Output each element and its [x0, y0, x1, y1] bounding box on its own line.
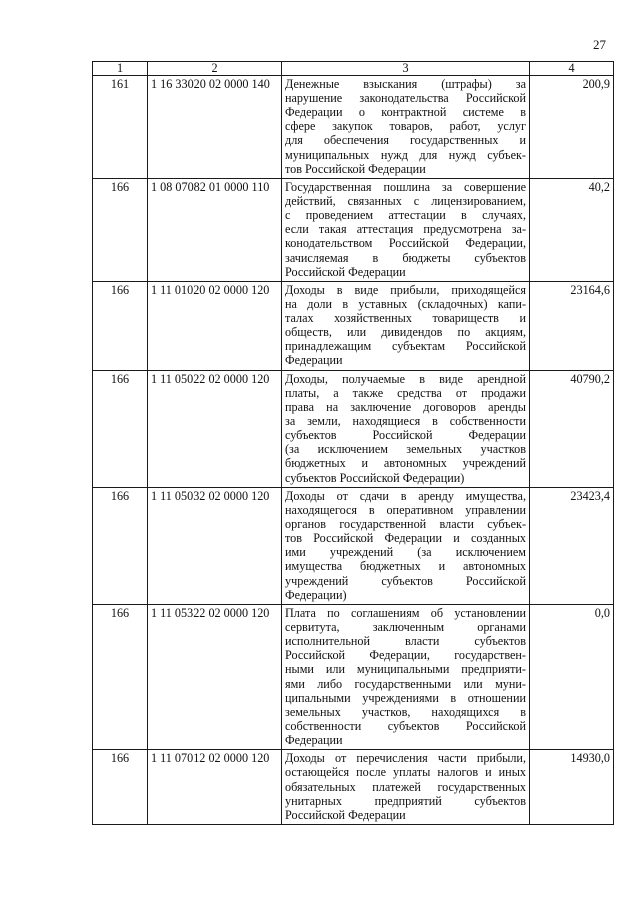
amount-cell: 23164,6 — [530, 281, 614, 370]
description-line: субъектов Российской Федерации) — [285, 470, 465, 485]
description-line: Денежные взыскания (штрафы) за — [285, 76, 526, 91]
description-line: Федерации — [285, 353, 343, 368]
description-line: ципальными учреждениями в отношении — [285, 690, 526, 705]
description-line: исполнительной власти субъектов — [285, 634, 526, 649]
table-row — [93, 178, 614, 281]
description-line: Доходы в виде прибыли, приходящейся — [285, 282, 526, 297]
description-line: Федерации) — [285, 587, 347, 602]
table-row — [93, 750, 614, 825]
description-line: (за исключением земельных участков — [285, 442, 526, 457]
column-number-4: 4 — [530, 62, 614, 76]
column-number-row — [93, 62, 614, 76]
amount-cell: 200,9 — [530, 75, 614, 178]
revenue-description-cell — [282, 75, 530, 178]
description-line: Государственная пошлина за совершение — [285, 179, 526, 194]
description-line: сфере закупок товаров, работ, услуг — [285, 119, 526, 134]
description-line: зачисляемая в бюджеты субъектов — [285, 250, 526, 265]
description-line: если такая аттестация предусмотрена за- — [285, 222, 526, 237]
description-line: Российской Федерации, государствен- — [285, 648, 526, 663]
description-line: собственности субъектов Российской — [285, 719, 526, 733]
description-line: земельных участков, находящихся в — [285, 704, 526, 719]
revenue-description-cell — [282, 487, 530, 604]
description-line: Доходы, получаемые в виде арендной — [285, 371, 526, 386]
budget-classification-code-cell: 1 11 01020 02 0000 120 — [148, 281, 282, 370]
description-line: платы, а также средства от продажи — [285, 385, 526, 400]
description-line: Доходы от перечисления части прибыли, — [285, 751, 526, 766]
table-row — [93, 281, 614, 370]
description-line: сервитута, заключенным органами — [285, 620, 526, 635]
column-number-2: 2 — [148, 62, 282, 76]
description-line: талах хозяйственных товариществ и — [285, 311, 526, 326]
description-line: находящегося в оперативном управлении — [285, 502, 526, 517]
amount-cell: 23423,4 — [530, 487, 614, 604]
description-line: за земли, находящиеся в собственности — [285, 414, 526, 429]
description-line: Российской Федерации — [285, 807, 406, 822]
description-line: принадлежащим субъектам Российской — [285, 339, 526, 354]
description-line: тов Российской Федерации — [285, 161, 426, 176]
budget-classification-code-cell: 1 11 05022 02 0000 120 — [148, 370, 282, 487]
admin-code-cell: 166 — [93, 370, 148, 487]
table-row — [93, 487, 614, 604]
admin-code-cell: 166 — [93, 750, 148, 825]
column-number-1: 1 — [93, 62, 148, 76]
description-line: обществ, или дивидендов по акциям, — [285, 325, 526, 340]
budget-classification-code-cell: 1 11 05032 02 0000 120 — [148, 487, 282, 604]
admin-code-cell: 161 — [93, 75, 148, 178]
description-line: тов Российской Федерации и созданных — [285, 531, 526, 546]
budget-classification-code-cell: 1 16 33020 02 0000 140 — [148, 75, 282, 178]
description-line: органов государственной власти субъек- — [285, 517, 526, 532]
table-row — [93, 75, 614, 178]
description-line: бюджетных и автономных учреждений — [285, 456, 526, 471]
description-line: остающейся после уплаты налогов и иных — [285, 765, 526, 780]
description-line: ями либо государственными или муни- — [285, 676, 526, 691]
description-line: Доходы от сдачи в аренду имущества, — [285, 488, 526, 503]
description-line: нарушение законодательства Российской — [285, 90, 526, 105]
table-row — [93, 370, 614, 487]
budget-classification-code-cell: 1 11 07012 02 0000 120 — [148, 750, 282, 825]
column-number-3: 3 — [282, 62, 530, 76]
revenue-table-body — [93, 62, 614, 825]
description-line: Плата по соглашениям об установлении — [285, 605, 526, 620]
description-line: унитарных предприятий субъектов — [285, 793, 526, 808]
description-line: для обеспечения государственных и — [285, 133, 526, 148]
page-number: 27 — [593, 37, 606, 52]
description-line: конодательством Российской Федерации, — [285, 236, 526, 251]
revenue-description-cell — [282, 750, 530, 825]
description-line: права на заключение договоров аренды — [285, 399, 526, 414]
admin-code-cell: 166 — [93, 604, 148, 749]
amount-cell: 14930,0 — [530, 750, 614, 825]
budget-classification-code-cell: 1 11 05322 02 0000 120 — [148, 604, 282, 749]
revenue-description-cell — [282, 604, 530, 749]
amount-cell: 40,2 — [530, 178, 614, 281]
description-line: действий, связанных с лицензированием, — [285, 193, 526, 208]
description-line: обязательных платежей государственных — [285, 779, 526, 794]
budget-classification-code-cell: 1 08 07082 01 0000 110 — [148, 178, 282, 281]
revenue-description-cell — [282, 178, 530, 281]
admin-code-cell: 166 — [93, 281, 148, 370]
revenue-description-cell — [282, 281, 530, 370]
description-line: субъектов Российской Федерации — [285, 428, 526, 443]
description-line: имущества бюджетных и автономных — [285, 559, 526, 574]
description-line: с проведением аттестации в случаях, — [285, 208, 526, 223]
description-line: Федерации о контрактной системе в — [285, 105, 526, 120]
amount-cell: 40790,2 — [530, 370, 614, 487]
description-line: учреждений субъектов Российской — [285, 573, 526, 588]
description-line: ными или муниципальными предприяти- — [285, 662, 526, 677]
revenue-description-cell — [282, 370, 530, 487]
admin-code-cell: 166 — [93, 178, 148, 281]
revenue-table — [92, 61, 614, 825]
description-line: муниципальных нужд для нужд субъек- — [285, 147, 526, 162]
description-line: на доли в уставных (складочных) капи- — [285, 296, 526, 311]
amount-cell: 0,0 — [530, 604, 614, 749]
table-row — [93, 604, 614, 749]
description-line: ими учреждений (за исключением — [285, 545, 526, 560]
admin-code-cell: 166 — [93, 487, 148, 604]
description-line: Федерации — [285, 733, 343, 748]
description-line: Российской Федерации — [285, 264, 406, 279]
